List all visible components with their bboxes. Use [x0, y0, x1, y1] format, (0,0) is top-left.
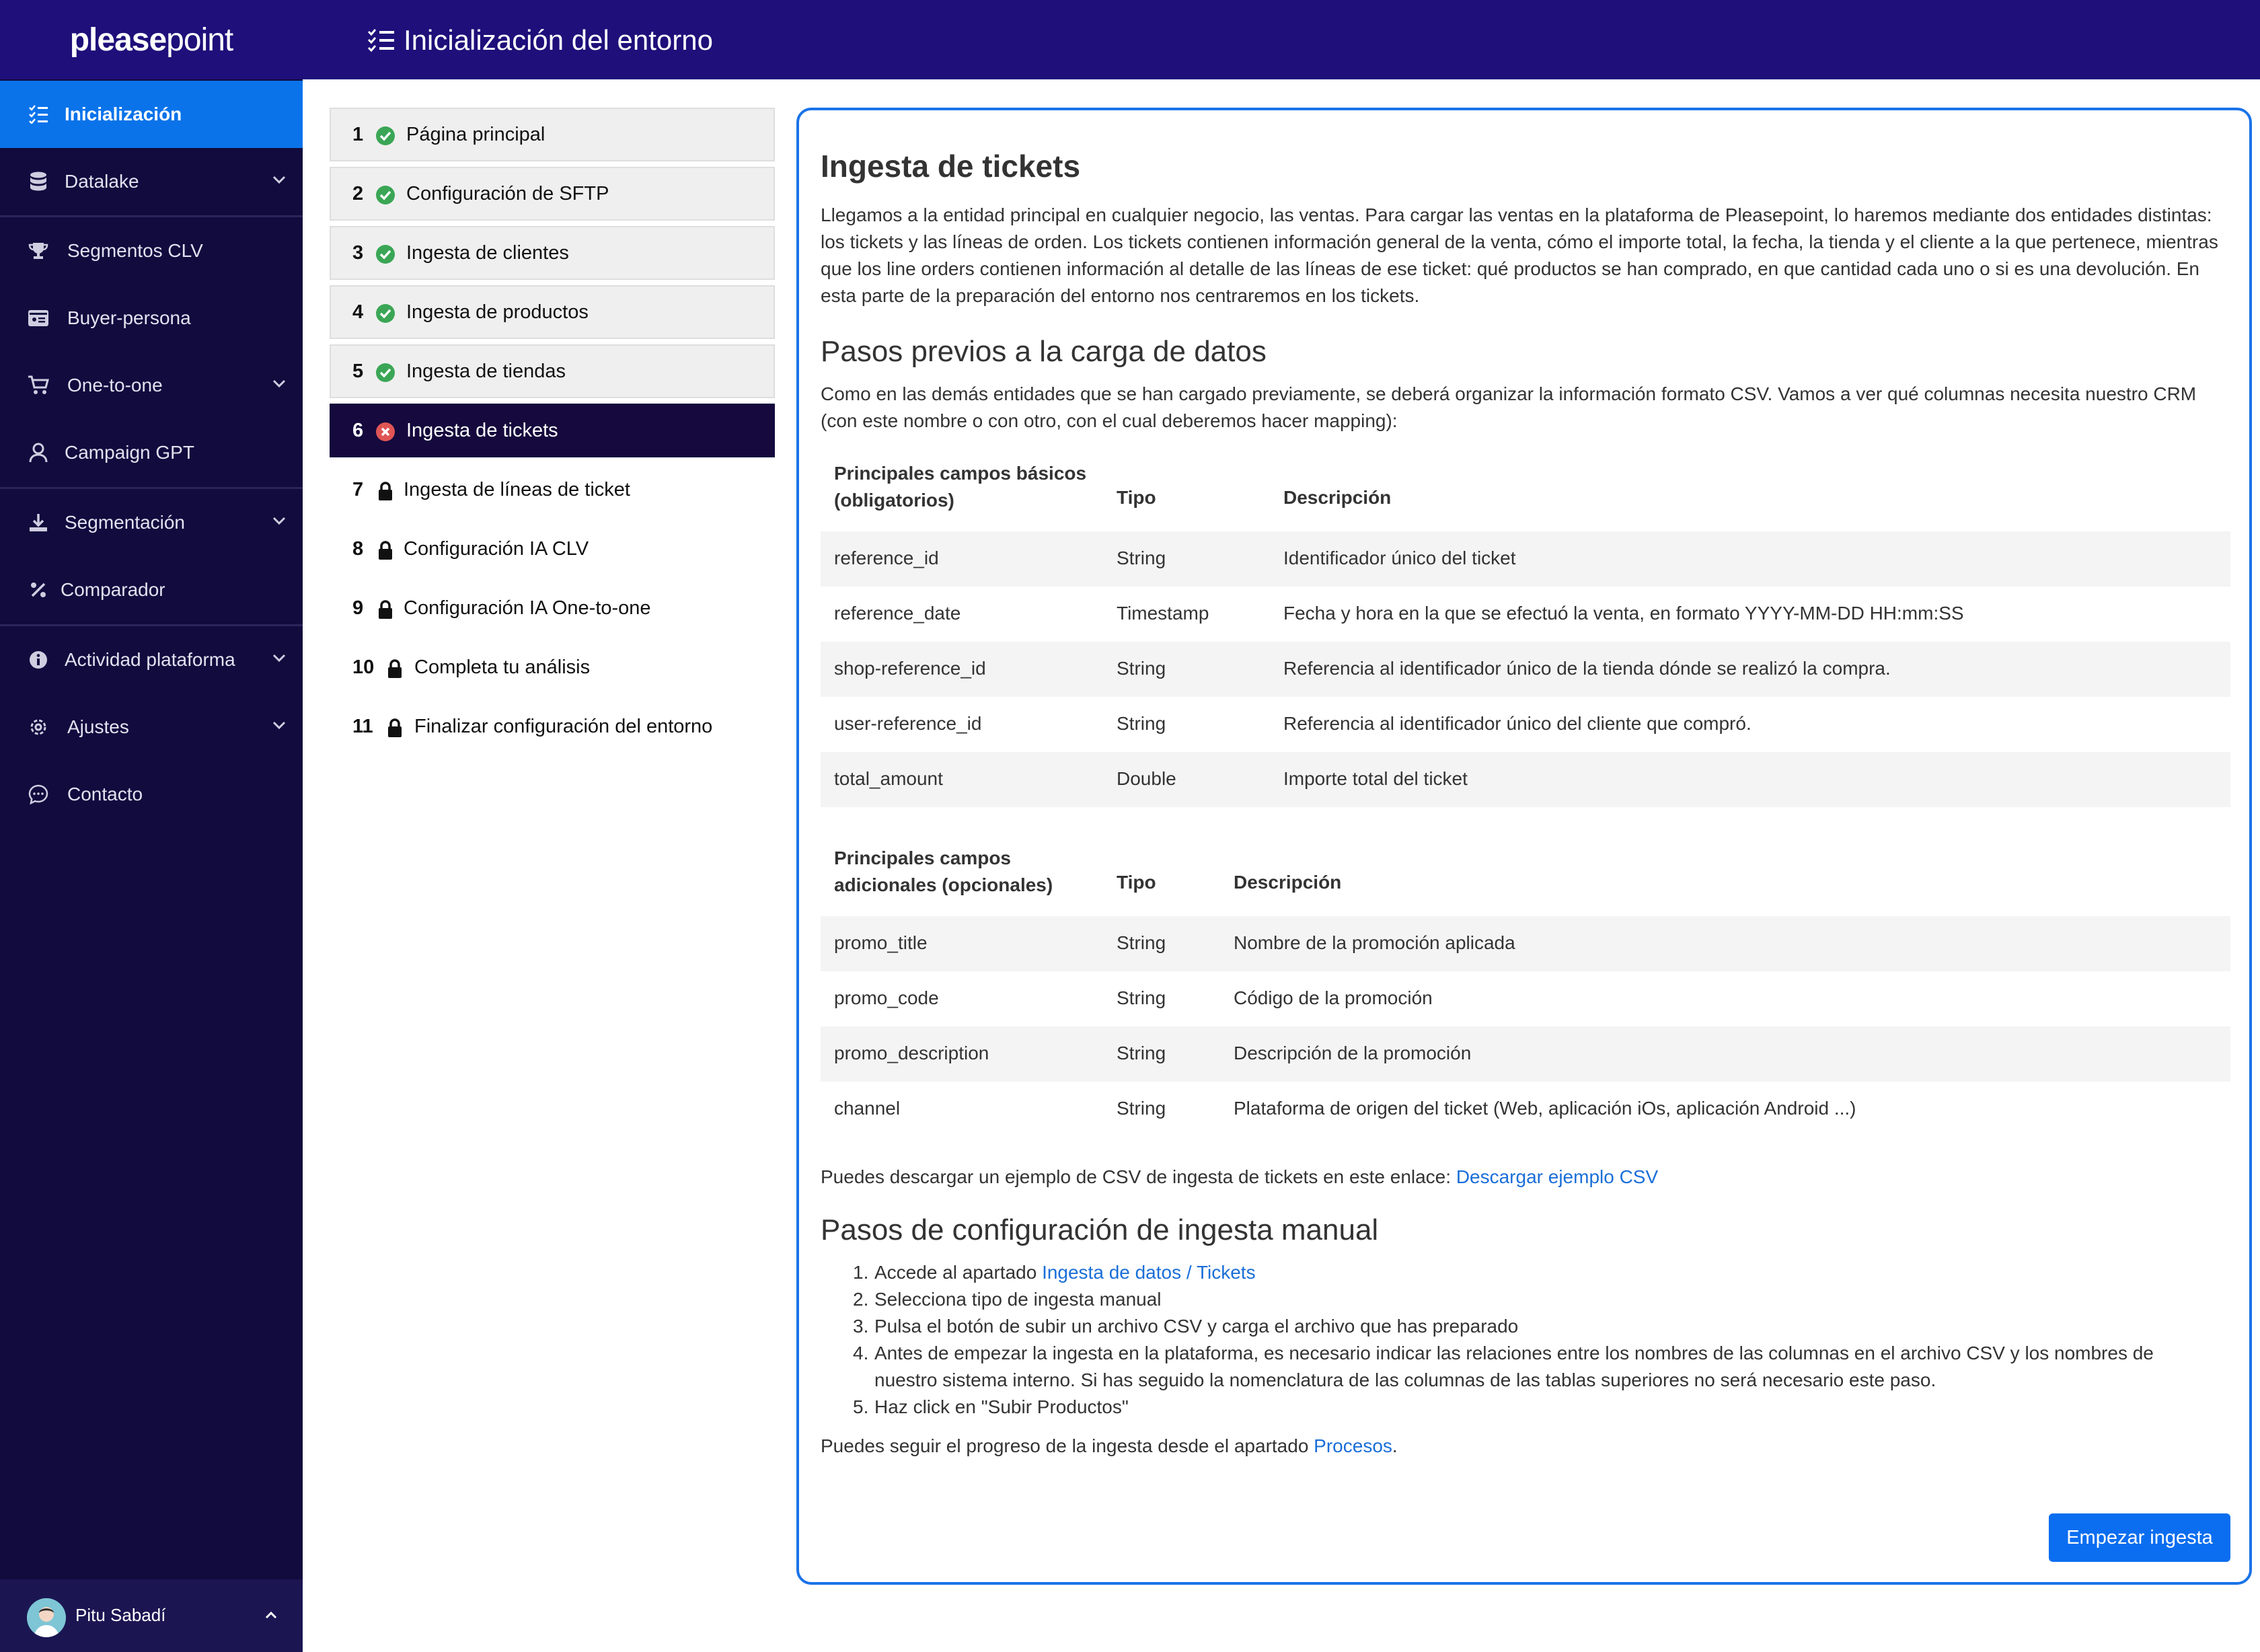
lock-icon — [385, 659, 405, 679]
step-item-2[interactable]: 2 Configuración de SFTP — [330, 167, 775, 221]
content-panel: Ingesta de tickets Llegamos a la entidad principal en cualquier negocio, las ventas. Para cargar las ventas en la plataforma de Pleasepoint, lo haremos mediante dos entidades distintas: los tickets y las líneas de orden. Los tickets contienen información general de la venta, cómo el importe total, la fecha, la tienda y el cliente a la que pertenece, mientras que los line orders contienen información al detalle de las líneas de ese ticket: qué productos se han comprado, en que cantidad cada uno o si es una devolución. En esta parte de la preparación del entorno nos centraremos en los tickets. Pasos previos a la carga de datos Como en las demás entidades que se han cargado previamente, se deberá organizar la información formato CSV. Vamos a ver qué columnas necesita nuestro CRM (con este nombre o con otro, con el cual deberemos hacer mapping): Principales campos básicos (obligatorios) Tipo Descripción reference_id String Identificador único del ticket reference_date Timestamp Fecha y hora en la que se efectuó la venta, en formato YYYY-MM-DD HH:mm:SS shop-reference_id String Referencia al identificador único de la tienda dónde se realizó la compra. user-reference_id String Referencia al identificador único del cliente que compró. total_amount Double Importe total del ticket Principales campos adicionales (opcionales) Tipo Descripción promo_title String Nombre de la promoción aplicada promo_code String Código de la promoción promo_description String Descripción de la promoción channel String Plataforma de origen del ticket (Web, aplicación iOs, aplicación Android ...) Puedes descargar un ejemplo de CSV de ingesta de tickets en este enlace: Descargar ejemplo CSV Pasos de configuración de ingesta manual 1. Accede al apartado Ingesta de datos / Tickets 2. Selecciona tipo de ingesta manual 3. Pulsa el botón de subir un archivo CSV y carga el archivo que has preparado 4. Antes de empezar la ingesta en la plataforma, es necesario indicar las relaciones entre los nombres de las columnas en el archivo CSV y los nombres de nuestro sistema interno. Si has seguido la nomenclatura de las columnas de las tablas superiores no será necesario este paso. 5. Haz click en "Subir Productos" Puedes seguir el progreso de la ingesta desde el apartado Procesos. Empezar ingesta — [796, 108, 2252, 1585]
table-row: promo_description String Descripción de la promoción — [821, 1026, 2230, 1082]
table-row: promo_code String Código de la promoción — [834, 987, 1433, 1008]
chevron-down-icon[interactable] — [268, 509, 291, 532]
download-paragraph: Puedes descargar un ejemplo de CSV de ingesta de tickets en este enlace: Descargar ejemplo CSV — [821, 1166, 1659, 1187]
table-row: user-reference_id String Referencia al identificador único del cliente que compró. — [834, 713, 1752, 734]
intro-paragraph: Llegamos a la entidad principal en cualquier negocio, las ventas. Para cargar las ventas en la plataforma de Pleasepoint, lo haremos mediante dos entidades distintas: los tickets y las líneas de orden. Los tickets contienen información general de la venta, cómo el importe total, la fecha, la tienda y el cliente a la que pertenece, mientras que los line orders contienen información al detalle de las líneas de ese ticket: qué productos se han comprado, en que cantidad cada uno o si es una devolución. En esta parte de la preparación del entorno nos centraremos en los tickets. — [821, 204, 2218, 306]
top-header — [303, 0, 2260, 79]
check-circle-icon — [375, 363, 396, 383]
user-menu[interactable] — [0, 1579, 303, 1652]
avatar[interactable] — [27, 1598, 66, 1637]
step-item-11[interactable]: 11 Finalizar configuración del entorno — [352, 715, 713, 737]
id-card-icon — [27, 307, 50, 330]
processes-link[interactable]: Procesos — [1314, 1435, 1392, 1456]
step-item-9[interactable]: 9 Configuración IA One-to-one — [352, 597, 651, 619]
trophy-icon — [27, 239, 50, 262]
data-ingestion-tickets-link[interactable]: Ingesta de datos / Tickets — [1042, 1262, 1256, 1283]
sidebar-item-segmentos-clv[interactable]: Segmentos CLV — [0, 217, 303, 285]
page-title: Inicialización del entorno — [404, 24, 713, 56]
sidebar — [0, 0, 303, 1652]
step-item-3[interactable]: 3 Ingesta de clientes — [330, 226, 775, 280]
start-ingestion-button[interactable]: Empezar ingesta — [2049, 1513, 2230, 1562]
table-row: reference_id String Identificador único del ticket — [821, 531, 2230, 587]
step-item-4[interactable]: 4 Ingesta de productos — [330, 285, 775, 339]
list-check-icon — [27, 103, 50, 126]
brand-logo[interactable]: please point — [0, 0, 303, 79]
prev-steps-heading: Pasos previos a la carga de datos — [821, 335, 1267, 368]
check-circle-icon — [375, 126, 396, 146]
error-circle-icon — [375, 422, 396, 442]
lock-icon — [385, 718, 405, 738]
table-row: reference_date Timestamp Fecha y hora en la que se efectuó la venta, en formato YYYY-MM-DD HH:mm:SS — [834, 603, 1964, 624]
step-item-8[interactable]: 8 Configuración IA CLV — [352, 537, 589, 560]
download-csv-link[interactable]: Descargar ejemplo CSV — [1456, 1166, 1659, 1187]
percent-icon — [27, 578, 50, 601]
prev-steps-paragraph: Como en las demás entidades que se han cargado previamente, se deberá organizar la información formato CSV. Vamos a ver qué columnas necesita nuestro CRM (con este nombre o con otro, con el cual deberemos hacer mapping): — [821, 383, 2197, 431]
chevron-down-icon[interactable] — [268, 372, 291, 395]
lock-icon — [375, 599, 396, 620]
table-row: shop-reference_id String Referencia al identificador único de la tienda dónde se realizó la compra. — [821, 642, 2230, 697]
sidebar-item-one-to-one[interactable]: One-to-one — [0, 352, 303, 419]
list-check-icon — [367, 28, 396, 52]
check-circle-icon — [375, 303, 396, 324]
progress-paragraph: Puedes seguir el progreso de la ingesta desde el apartado Procesos. — [821, 1435, 1398, 1456]
step-item-6[interactable]: 6 Ingesta de tickets — [330, 404, 775, 457]
step-item-10[interactable]: 10 Completa tu análisis — [352, 656, 591, 678]
step-item-1[interactable]: 1 Página principal — [330, 108, 775, 161]
gear-icon — [27, 716, 50, 739]
info-icon — [27, 648, 50, 671]
chat-bubble-icon — [27, 783, 50, 806]
chevron-down-icon[interactable] — [268, 168, 291, 191]
chevron-down-icon[interactable] — [268, 646, 291, 669]
sidebar-item-inicializacion[interactable]: Inicialización — [0, 81, 303, 148]
lock-icon — [375, 540, 396, 560]
chevron-down-icon[interactable] — [268, 714, 291, 737]
cart-icon — [27, 374, 50, 397]
sidebar-item-actividad-plataforma[interactable]: Actividad plataforma — [0, 626, 303, 693]
sidebar-item-comparador[interactable]: Comparador — [0, 556, 303, 624]
lock-icon — [375, 481, 396, 501]
check-circle-icon — [375, 185, 396, 205]
check-circle-icon — [375, 244, 396, 264]
step-item-7[interactable]: 7 Ingesta de líneas de ticket — [352, 478, 630, 500]
table-header: Principales campos adicionales (opcionales) Tipo Descripción — [834, 848, 1342, 895]
section-title: Ingesta de tickets — [821, 149, 1081, 184]
manual-steps-heading: Pasos de configuración de ingesta manual — [821, 1213, 1379, 1246]
sidebar-item-campaign-gpt[interactable]: Campaign GPT — [0, 419, 303, 486]
table-row: channel String Plataforma de origen del ticket (Web, aplicación iOs, aplicación Android ...) — [834, 1098, 1856, 1119]
step-item-5[interactable]: 5 Ingesta de tiendas — [330, 344, 775, 398]
table-row: promo_title String Nombre de la promoción aplicada — [821, 916, 2230, 971]
sidebar-item-segmentacion[interactable]: Segmentación — [0, 489, 303, 556]
download-icon — [27, 511, 50, 534]
table-row: total_amount Double Importe total del ticket — [821, 752, 2230, 807]
sidebar-item-ajustes[interactable]: Ajustes — [0, 693, 303, 761]
user-icon — [27, 441, 50, 464]
sidebar-item-buyer-persona[interactable]: Buyer-persona — [0, 285, 303, 352]
sidebar-item-datalake[interactable]: Datalake — [0, 148, 303, 215]
table-header: Principales campos básicos (obligatorios) Tipo Descripción — [834, 463, 1392, 511]
user-name: Pitu Sabadí — [75, 1605, 166, 1625]
chevron-up-icon[interactable] — [261, 1605, 281, 1625]
database-icon — [27, 170, 50, 193]
sidebar-item-contacto[interactable]: Contacto — [0, 761, 303, 828]
